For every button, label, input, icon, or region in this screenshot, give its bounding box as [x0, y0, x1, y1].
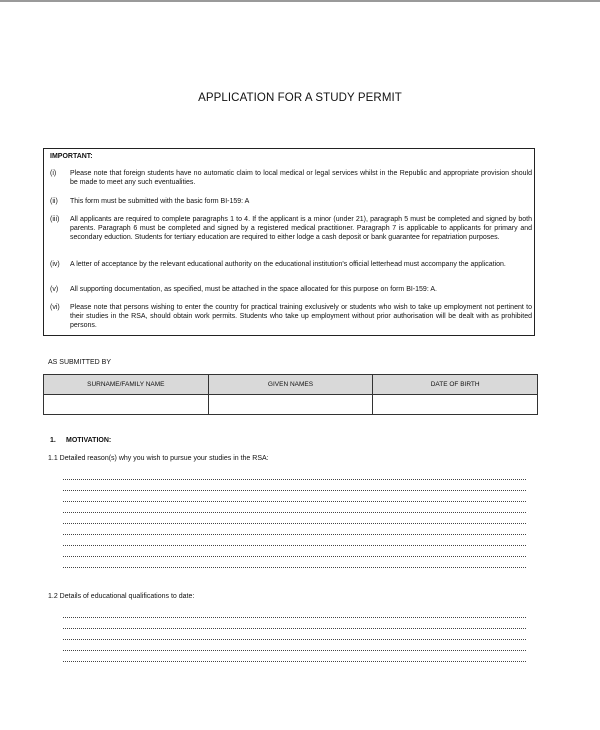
form-title: APPLICATION FOR A STUDY PERMIT [198, 92, 402, 104]
col-date-of-birth: DATE OF BIRTH [373, 375, 538, 395]
answer-line[interactable] [63, 523, 526, 524]
answer-line[interactable] [63, 617, 526, 618]
important-heading: IMPORTANT: [50, 153, 93, 160]
answer-line[interactable] [63, 639, 526, 640]
section-number: 1. [50, 437, 56, 444]
note-number: (ii) [50, 198, 58, 205]
note-text: Please note that foreign students have no automatic claim to local medical or legal services whilst in the Republic and appropriate provision should be made to meet any such eventualities. [70, 170, 532, 187]
section-title: MOTIVATION: [66, 437, 112, 444]
note-item [50, 285, 532, 294]
given-names-field[interactable] [208, 395, 373, 415]
answer-line[interactable] [63, 628, 526, 629]
answer-line[interactable] [63, 512, 526, 513]
answer-line[interactable] [63, 534, 526, 535]
col-given-names: GIVEN NAMES [208, 375, 373, 395]
question-1-1: 1.1 Detailed reason(s) why you wish to pursue your studies in the RSA: [48, 455, 269, 462]
applicant-table [43, 374, 538, 415]
page-top-rule [0, 0, 600, 2]
submitted-by-label: AS SUBMITTED BY [48, 359, 112, 366]
answer-line[interactable] [63, 501, 526, 502]
question-1-2: 1.2 Details of educational qualifications to date: [48, 593, 195, 600]
note-item [50, 169, 532, 187]
section-motivation-heading [50, 437, 111, 444]
important-notice-box [43, 148, 535, 336]
note-item [50, 215, 532, 243]
col-surname: SURNAME/FAMILY NAME [44, 375, 209, 395]
answer-line[interactable] [63, 661, 526, 662]
note-number: (iv) [50, 261, 60, 268]
answer-line[interactable] [63, 545, 526, 546]
answer-line[interactable] [63, 567, 526, 568]
note-item [50, 197, 532, 206]
note-number: (v) [50, 286, 59, 293]
table-row [44, 395, 538, 415]
table-header-row [44, 375, 538, 395]
note-text: This form must be submitted with the basic form BI-159: A [70, 198, 250, 205]
note-text: Please note that persons wishing to enter the country for practical training exclusively or students who wish to take up employment not pertinent to their studies in the RSA, should obtain work permits. Students who take up employment without prior authorisation will be dealt with as prohibited persons. [70, 304, 532, 330]
surname-field[interactable] [44, 395, 209, 415]
note-item [50, 260, 532, 269]
note-item [50, 303, 532, 331]
answer-line[interactable] [63, 650, 526, 651]
note-number: (vi) [50, 304, 60, 311]
note-text: All applicants are required to complete paragraphs 1 to 4. If the applicant is a minor (under 21), paragraph 5 must be completed and signed by both parents. Paragraph 6 must be completed and signed by a registered medical practitioner. Paragraph 7 is applicable to applicants for primary and secondary eduction. Students for tertiary education are required to either lodge a cash deposit or bank guarantee for repatriation purposes. [70, 216, 532, 242]
note-text: A letter of acceptance by the relevant educational authority on the educational institution's official letterhead must accompany the application. [70, 261, 506, 268]
note-text: All supporting documentation, as specified, must be attached in the space allocated for this purpose on form BI-159: A. [70, 286, 437, 293]
answer-line[interactable] [63, 490, 526, 491]
note-number: (i) [50, 170, 57, 177]
note-number: (iii) [50, 216, 60, 223]
answer-line[interactable] [63, 556, 526, 557]
answer-line[interactable] [63, 479, 526, 480]
date-of-birth-field[interactable] [373, 395, 538, 415]
